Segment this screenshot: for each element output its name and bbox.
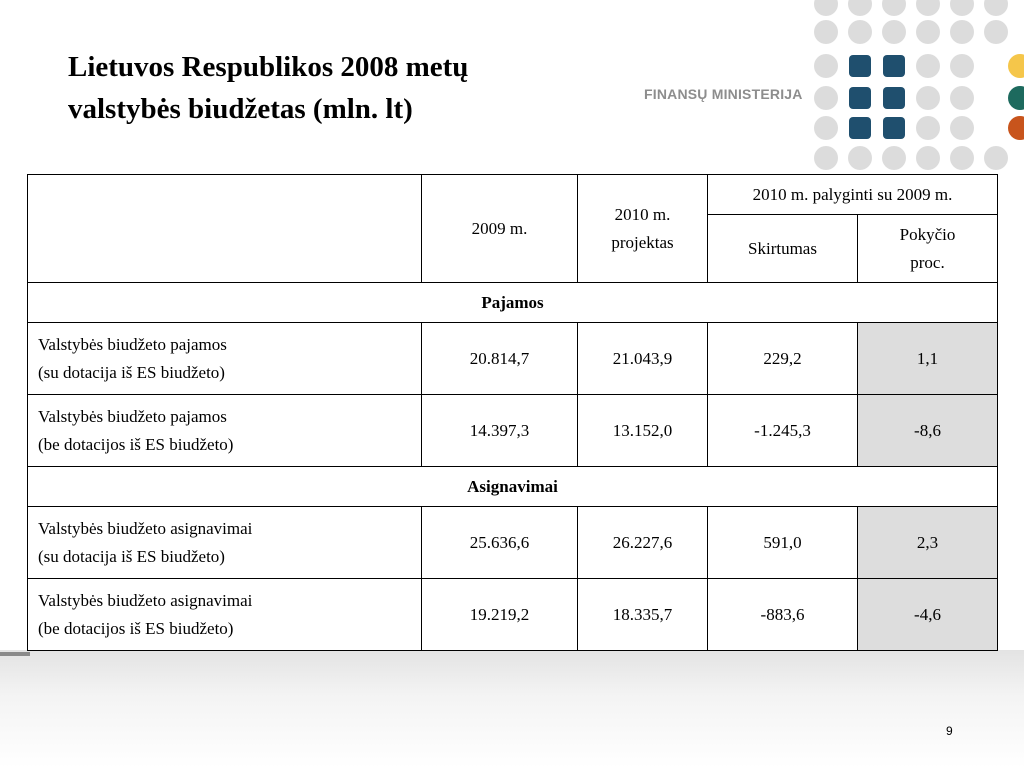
cell-2010: 26.227,6	[578, 507, 708, 579]
logo-dot	[950, 116, 974, 140]
logo-dot	[984, 0, 1008, 16]
logo-dot	[950, 54, 974, 78]
table-row	[28, 579, 998, 651]
logo-dot	[848, 146, 872, 170]
cell-change-percent: -8,6	[858, 395, 998, 467]
cell-change-percent: 2,3	[858, 507, 998, 579]
table-row	[28, 507, 998, 579]
slide-title: Lietuvos Respublikos 2008 metų valstybės biudžetas (mln. lt)	[68, 51, 469, 125]
logo-dot	[882, 146, 906, 170]
ministry-logo-text: FINANSŲ MINISTERIJA	[644, 86, 803, 102]
logo-dot	[916, 20, 940, 44]
cell-difference: -1.245,3	[708, 395, 858, 467]
logo-square	[849, 117, 871, 139]
row-label: Valstybės biudžeto asignavimai (be dotacijos iš ES biudžeto)	[28, 579, 422, 651]
logo-dot-teal	[1008, 86, 1024, 110]
logo-square	[849, 87, 871, 109]
logo-dot	[814, 116, 838, 140]
logo-dot	[916, 0, 940, 16]
logo-dot	[916, 146, 940, 170]
row-label: Valstybės biudžeto pajamos (su dotacija iš ES biudžeto)	[28, 323, 422, 395]
header-difference: Skirtumas	[708, 215, 858, 283]
cell-difference: 591,0	[708, 507, 858, 579]
section-title-appropriations: Asignavimai	[28, 467, 998, 507]
cell-2010: 13.152,0	[578, 395, 708, 467]
logo-dot	[950, 0, 974, 16]
row-label: Valstybės biudžeto asignavimai (su dotacija iš ES biudžeto)	[28, 507, 422, 579]
cell-change-percent: 1,1	[858, 323, 998, 395]
cell-2010: 18.335,7	[578, 579, 708, 651]
logo-dot	[814, 54, 838, 78]
logo-dot	[882, 0, 906, 16]
logo-dot	[950, 146, 974, 170]
header-empty-cell	[28, 175, 422, 283]
logo-square	[883, 87, 905, 109]
cell-change-percent: -4,6	[858, 579, 998, 651]
header-2009: 2009 m.	[422, 175, 578, 283]
bottom-background	[0, 650, 1024, 768]
page-number: 9	[946, 724, 953, 738]
logo-dot-yellow	[1008, 54, 1024, 78]
cell-2010: 21.043,9	[578, 323, 708, 395]
logo-dot	[814, 86, 838, 110]
header-2010-projected: 2010 m. projektas	[578, 175, 708, 283]
bottom-accent-line	[0, 652, 30, 656]
logo-square	[883, 117, 905, 139]
table-row	[28, 395, 998, 467]
logo-dot	[882, 20, 906, 44]
table-row	[28, 323, 998, 395]
logo-dot	[916, 86, 940, 110]
logo-dot	[814, 20, 838, 44]
logo-dot	[950, 86, 974, 110]
logo-square	[883, 55, 905, 77]
row-label: Valstybės biudžeto pajamos (be dotacijos iš ES biudžeto)	[28, 395, 422, 467]
logo-dot	[814, 0, 838, 16]
logo-dot	[848, 20, 872, 44]
section-title-revenue: Pajamos	[28, 283, 998, 323]
logo-dot-orange	[1008, 116, 1024, 140]
cell-2009: 14.397,3	[422, 395, 578, 467]
cell-2009: 20.814,7	[422, 323, 578, 395]
cell-2009: 19.219,2	[422, 579, 578, 651]
logo-dot	[984, 146, 1008, 170]
cell-2009: 25.636,6	[422, 507, 578, 579]
logo-dot	[814, 146, 838, 170]
budget-table	[27, 174, 998, 651]
logo-dot	[984, 20, 1008, 44]
logo-dot	[916, 54, 940, 78]
logo-dot	[916, 116, 940, 140]
cell-difference: 229,2	[708, 323, 858, 395]
header-comparison: 2010 m. palyginti su 2009 m.	[708, 175, 998, 215]
logo-dot	[950, 20, 974, 44]
logo-dot-grid	[810, 0, 1024, 170]
cell-difference: -883,6	[708, 579, 858, 651]
logo-dot	[848, 0, 872, 16]
header-change-percent: Pokyčio proc.	[858, 215, 998, 283]
logo-square	[849, 55, 871, 77]
